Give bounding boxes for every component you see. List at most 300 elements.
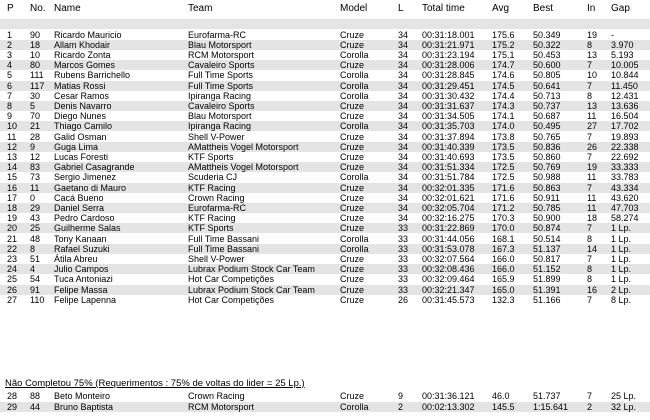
cell-model: Cruze	[340, 162, 365, 173]
cell-p: 4	[7, 60, 13, 71]
header-gap: Gap	[611, 3, 630, 14]
cell-avg: 167.3	[492, 243, 515, 254]
cell-laps: 34	[398, 80, 409, 91]
header-spacer	[0, 19, 650, 29]
cell-gap: 11.450	[611, 80, 638, 91]
cell-laps: 33	[398, 284, 409, 295]
cell-gap: 1 Lp.	[611, 253, 632, 264]
cell-total: 00:31:40.693	[422, 151, 475, 162]
table-row	[0, 213, 650, 223]
cell-name: Daniel Serra	[54, 202, 105, 213]
cell-laps: 34	[398, 213, 409, 224]
cell-team: Scuderia CJ	[188, 172, 238, 183]
cell-team: Cavaleiro Sports	[188, 100, 255, 111]
cell-p: 7	[7, 90, 13, 101]
cell-name: Gaetano di Mauro	[54, 182, 127, 193]
cell-gap: 8 Lp.	[611, 294, 632, 305]
table-row	[0, 391, 650, 401]
cell-laps: 34	[398, 172, 409, 183]
cell-model: Cruze	[340, 213, 365, 224]
cell-total: 00:32:01.621	[422, 192, 475, 203]
cell-total: 00:32:21.347	[422, 284, 475, 295]
cell-p: 3	[7, 49, 13, 60]
table-row	[0, 132, 650, 142]
cell-best: 50.600	[533, 60, 561, 71]
cell-total: 00:31:40.339	[422, 141, 475, 152]
cell-avg: 168.1	[492, 233, 515, 244]
cell-in: 7	[587, 131, 593, 142]
cell-model: Corolla	[340, 49, 369, 60]
table-row	[0, 264, 650, 274]
cell-laps: 34	[398, 202, 409, 213]
table-row	[0, 254, 650, 264]
cell-no: 117	[30, 80, 45, 91]
cell-no: 43	[30, 213, 41, 224]
cell-no: 18	[30, 39, 41, 50]
table-row	[0, 111, 650, 121]
cell-in: 7	[587, 60, 593, 71]
cell-best: 51.391	[533, 284, 561, 295]
cell-total: 00:31:23.194	[422, 49, 475, 60]
cell-total: 00:31:44.056	[422, 233, 475, 244]
cell-name: Diego Nunes	[54, 111, 107, 122]
cell-no: 54	[30, 274, 41, 285]
cell-best: 50.863	[533, 182, 561, 193]
cell-model: Cruze	[340, 284, 365, 295]
cell-best: 50.785	[533, 202, 561, 213]
cell-gap: 10.005	[611, 60, 639, 71]
cell-no: 8	[30, 243, 36, 254]
table-row	[0, 234, 650, 244]
cell-team: Hot Car Competições	[188, 274, 275, 285]
cell-model: Cruze	[340, 131, 365, 142]
cell-in: 19	[587, 29, 598, 40]
cell-best: 50.769	[533, 162, 561, 173]
cell-laps: 33	[398, 274, 409, 285]
cell-gap: 33.783	[611, 172, 639, 183]
cell-team: KTF Racing	[188, 182, 236, 193]
cell-laps: 33	[398, 253, 409, 264]
cell-best: 50.836	[533, 141, 561, 152]
cell-name: Átila Abreu	[54, 253, 98, 264]
cell-total: 00:32:09.464	[422, 274, 475, 285]
cell-laps: 34	[398, 141, 409, 152]
cell-total: 00:32:16.275	[422, 213, 475, 224]
cell-in: 7	[587, 294, 593, 305]
cell-team: Eurofarma-RC	[188, 202, 247, 213]
cell-name: Rafael Suzuki	[54, 243, 110, 254]
cell-model: Corolla	[340, 121, 369, 132]
cell-p: 5	[7, 70, 13, 81]
cell-avg: 174.4	[492, 90, 515, 101]
cell-avg: 174.5	[492, 80, 515, 91]
header-total-time: Total time	[422, 3, 465, 14]
cell-total: 00:31:29.451	[422, 80, 475, 91]
cell-no: 88	[30, 391, 41, 401]
cell-avg: 166.0	[492, 264, 515, 275]
cell-name: Beto Monteiro	[54, 391, 111, 401]
cell-avg: 175.1	[492, 49, 515, 60]
cell-total: 00:31:18.001	[422, 29, 475, 40]
cell-p: 23	[7, 253, 18, 264]
cell-laps: 34	[398, 111, 409, 122]
cell-model: Cruze	[340, 223, 365, 234]
cell-no: 73	[30, 172, 41, 183]
cell-total: 00:31:51.334	[422, 162, 475, 173]
cell-best: 50.322	[533, 39, 561, 50]
cell-name: Bruno Baptista	[54, 401, 114, 412]
cell-gap: 5.193	[611, 49, 634, 60]
cell-in: 16	[587, 284, 598, 295]
cell-total: 00:32:01.335	[422, 182, 475, 193]
cell-model: Cruze	[340, 274, 365, 285]
cell-gap: 12.431	[611, 90, 639, 101]
header-best: Best	[533, 3, 554, 14]
cell-no: 10	[30, 49, 41, 60]
cell-best: 50.765	[533, 131, 561, 142]
cell-model: Corolla	[340, 172, 369, 183]
cell-avg: 166.0	[492, 253, 515, 264]
cell-no: 28	[30, 131, 41, 142]
cell-total: 00:31:51.784	[422, 172, 475, 183]
cell-total: 00:31:28.006	[422, 60, 475, 71]
cell-gap: 58.274	[611, 213, 639, 224]
cell-p: 1	[7, 29, 13, 40]
cell-laps: 9	[398, 391, 404, 401]
cell-in: 7	[587, 223, 593, 234]
cell-best: 50.900	[533, 213, 561, 224]
cell-laps: 34	[398, 29, 409, 40]
table-row	[0, 295, 650, 305]
cell-p: 27	[7, 294, 18, 305]
table-row	[0, 30, 650, 40]
cell-in: 11	[587, 202, 597, 213]
cell-p: 22	[7, 243, 18, 254]
cell-team: Lubrax Podium Stock Car Team	[188, 284, 315, 295]
header-team: Team	[188, 3, 213, 14]
cell-avg: 174.7	[492, 60, 515, 71]
cell-team: Full Time Sports	[188, 70, 254, 81]
cell-team: Shell V-Power	[188, 131, 245, 142]
table-row	[0, 285, 650, 295]
cell-name: Cesar Ramos	[54, 90, 110, 101]
cell-no: 11	[30, 182, 40, 193]
cell-no: 30	[30, 90, 41, 101]
cell-model: Cruze	[340, 294, 365, 305]
cell-best: 51.152	[533, 264, 561, 275]
cell-p: 14	[7, 162, 18, 173]
cell-in: 10	[587, 70, 598, 81]
cell-model: Cruze	[340, 192, 365, 203]
table-row	[0, 183, 650, 193]
cell-name: Guga Lima	[54, 141, 99, 152]
cell-total: 00:31:31.637	[422, 100, 475, 111]
cell-best: 50.687	[533, 111, 561, 122]
cell-name: Felipe Lapenna	[54, 294, 117, 305]
cell-best: 50.874	[533, 223, 561, 234]
cell-model: Cruze	[340, 111, 365, 122]
cell-name: Tony Kanaan	[54, 233, 107, 244]
cell-p: 29	[7, 401, 18, 412]
cell-no: 12	[30, 151, 41, 162]
cell-no: 9	[30, 141, 36, 152]
cell-laps: 34	[398, 70, 409, 81]
cell-name: Galid Osman	[54, 131, 107, 142]
cell-best: 51.737	[533, 391, 561, 401]
cell-best: 50.453	[533, 49, 561, 60]
cell-team: Full Time Bassani	[188, 243, 260, 254]
header-name: Name	[54, 3, 81, 14]
cell-model: Cruze	[340, 60, 365, 71]
cell-name: Julio Campos	[54, 264, 109, 275]
cell-gap: 1 Lp.	[611, 243, 632, 254]
cell-no: 111	[30, 70, 44, 81]
cell-laps: 34	[398, 192, 409, 203]
cell-no: 0	[30, 192, 36, 203]
cell-name: Cacá Bueno	[54, 192, 104, 203]
cell-name: Ricardo Zonta	[54, 49, 111, 60]
cell-in: 26	[587, 141, 598, 152]
cell-gap: 32 Lp.	[611, 401, 637, 412]
cell-model: Cruze	[340, 264, 365, 275]
cell-team: Crown Racing	[188, 391, 245, 401]
cell-team: Hot Car Competições	[188, 294, 275, 305]
cell-no: 21	[30, 121, 41, 132]
cell-avg: 175.6	[492, 29, 515, 40]
cell-best: 50.805	[533, 70, 561, 81]
cell-model: Corolla	[340, 70, 369, 81]
cell-no: 25	[30, 223, 41, 234]
header-position: P	[7, 3, 14, 14]
cell-avg: 174.3	[492, 100, 515, 111]
cell-best: 50.641	[533, 80, 561, 91]
cell-team: Ipiranga Racing	[188, 90, 252, 101]
cell-model: Cruze	[340, 151, 365, 162]
cell-p: 21	[7, 233, 18, 244]
cell-avg: 175.2	[492, 39, 515, 50]
cell-team: Eurofarma-RC	[188, 29, 247, 40]
cell-in: 13	[587, 49, 598, 60]
cell-total: 00:31:37.894	[422, 131, 475, 142]
cell-team: AMattheis Vogel Motorsport	[188, 141, 299, 152]
cell-total: 00:32:07.564	[422, 253, 475, 264]
cell-team: Cavaleiro Sports	[188, 60, 255, 71]
table-row	[0, 162, 650, 172]
cell-laps: 34	[398, 49, 409, 60]
cell-gap: 1 Lp.	[611, 264, 632, 275]
cell-no: 91	[30, 284, 41, 295]
cell-no: 110	[30, 294, 45, 305]
cell-model: Corolla	[340, 243, 369, 254]
cell-p: 6	[7, 80, 13, 91]
cell-total: 00:31:21.971	[422, 39, 475, 50]
cell-in: 7	[587, 80, 593, 91]
cell-p: 28	[7, 391, 18, 401]
cell-team: Lubrax Podium Stock Car Team	[188, 264, 315, 275]
cell-laps: 34	[398, 182, 409, 193]
cell-no: 83	[30, 162, 41, 173]
cell-name: Marcos Gomes	[54, 60, 116, 71]
cell-laps: 34	[398, 151, 409, 162]
cell-no: 48	[30, 233, 41, 244]
cell-model: Corolla	[340, 401, 369, 412]
header-laps: L	[398, 3, 404, 14]
cell-avg: 173.8	[492, 131, 515, 142]
cell-best: 50.514	[533, 233, 561, 244]
cell-total: 00:02:13.302	[422, 401, 475, 412]
cell-no: 44	[30, 401, 41, 412]
cell-best: 51.166	[533, 294, 561, 305]
cell-gap: 22.338	[611, 141, 639, 152]
cell-avg: 174.0	[492, 121, 515, 132]
cell-team: Blau Motorsport	[188, 39, 252, 50]
table-row	[0, 274, 650, 284]
cell-gap: 3.970	[611, 39, 634, 50]
cell-p: 16	[7, 182, 18, 193]
cell-best: 50.737	[533, 100, 561, 111]
cell-gap: 19.893	[611, 131, 639, 142]
cell-name: Gabriel Casagrande	[54, 162, 135, 173]
cell-gap: 10.844	[611, 70, 639, 81]
cell-team: KTF Sports	[188, 223, 234, 234]
cell-laps: 33	[398, 264, 409, 275]
cell-avg: 172.5	[492, 172, 515, 183]
cell-avg: 171.6	[492, 182, 515, 193]
table-row	[0, 193, 650, 203]
cell-team: RCM Motorsport	[188, 49, 255, 60]
table-row	[0, 40, 650, 50]
header-number: No.	[30, 3, 46, 14]
cell-in: 2	[587, 401, 593, 412]
cell-name: Matias Rossi	[54, 80, 106, 91]
cell-gap: 33.333	[611, 162, 639, 173]
not-completed-note: Não Completou 75% (Requerimentos : 75% de voltas do lider = 25 Lp.)	[5, 378, 305, 389]
cell-gap: 13.636	[611, 100, 639, 111]
cell-p: 12	[7, 141, 18, 152]
table-row	[0, 121, 650, 131]
cell-best: 1:15.641	[533, 401, 569, 412]
cell-gap: 43.334	[611, 182, 639, 193]
cell-team: AMattheis Vogel Motorsport	[188, 162, 299, 173]
cell-no: 5	[30, 100, 36, 111]
header-in: In	[587, 3, 596, 14]
cell-p: 19	[7, 213, 18, 224]
cell-total: 00:31:30.432	[422, 90, 475, 101]
cell-avg: 172.5	[492, 162, 515, 173]
table-row	[0, 50, 650, 60]
cell-in: 7	[587, 391, 593, 401]
cell-best: 50.713	[533, 90, 561, 101]
cell-laps: 33	[398, 223, 409, 234]
table-row	[0, 172, 650, 182]
cell-gap: 16.504	[611, 111, 639, 122]
cell-gap: 1 Lp.	[611, 233, 632, 244]
cell-gap: 43.620	[611, 192, 639, 203]
cell-total: 00:32:05.704	[422, 202, 475, 213]
cell-laps: 34	[398, 100, 409, 111]
cell-in: 13	[587, 100, 598, 111]
cell-laps: 34	[398, 39, 409, 50]
cell-laps: 34	[398, 60, 409, 71]
table-row	[0, 223, 650, 233]
cell-p: 17	[7, 192, 18, 203]
cell-best: 50.349	[533, 29, 561, 40]
cell-gap: 2 Lp.	[611, 284, 632, 295]
cell-best: 50.860	[533, 151, 561, 162]
cell-avg: 165.9	[492, 274, 515, 285]
cell-avg: 173.5	[492, 151, 515, 162]
cell-in: 27	[587, 121, 598, 132]
table-row	[0, 91, 650, 101]
header-model: Model	[340, 3, 368, 14]
cell-in: 7	[587, 151, 593, 162]
table-row	[0, 244, 650, 254]
cell-name: Sergio Jimenez	[54, 172, 117, 183]
cell-name: Ricardo Mauricio	[54, 29, 122, 40]
header-avg: Avg	[492, 3, 510, 14]
table-header	[0, 2, 650, 16]
cell-p: 25	[7, 274, 18, 285]
cell-avg: 46.0	[492, 391, 510, 401]
cell-gap: 25 Lp.	[611, 391, 637, 401]
cell-avg: 174.1	[492, 111, 515, 122]
cell-no: 29	[30, 202, 41, 213]
cell-team: Blau Motorsport	[188, 111, 252, 122]
cell-in: 11	[587, 192, 597, 203]
cell-in: 11	[587, 172, 597, 183]
cell-team: Crown Racing	[188, 192, 245, 203]
cell-model: Cruze	[340, 39, 365, 50]
table-row	[0, 402, 650, 412]
cell-in: 8	[587, 233, 593, 244]
cell-no: 90	[30, 29, 41, 40]
cell-in: 18	[587, 213, 598, 224]
cell-in: 8	[587, 39, 593, 50]
table-row	[0, 101, 650, 111]
cell-total: 00:31:22.869	[422, 223, 475, 234]
cell-team: Shell V-Power	[188, 253, 245, 264]
cell-team: Full Time Sports	[188, 80, 254, 91]
cell-gap: -	[611, 29, 614, 40]
table-row	[0, 70, 650, 80]
cell-best: 50.495	[533, 121, 561, 132]
cell-in: 8	[587, 274, 593, 285]
cell-avg: 171.2	[492, 202, 515, 213]
cell-best: 50.988	[533, 172, 561, 183]
cell-model: Cruze	[340, 141, 365, 152]
cell-model: Cruze	[340, 391, 365, 401]
cell-total: 00:31:34.505	[422, 111, 475, 122]
cell-total: 00:31:53.078	[422, 243, 475, 254]
cell-model: Cruze	[340, 253, 365, 264]
cell-p: 8	[7, 100, 13, 111]
cell-p: 26	[7, 284, 18, 295]
cell-in: 8	[587, 90, 593, 101]
cell-laps: 33	[398, 243, 409, 254]
cell-p: 10	[7, 121, 18, 132]
cell-avg: 171.6	[492, 192, 515, 203]
cell-laps: 34	[398, 162, 409, 173]
cell-p: 20	[7, 223, 18, 234]
cell-total: 00:31:28.845	[422, 70, 475, 81]
cell-gap: 47.703	[611, 202, 639, 213]
table-row	[0, 60, 650, 70]
cell-p: 2	[7, 39, 13, 50]
cell-model: Cruze	[340, 202, 365, 213]
cell-team: RCM Motorsport	[188, 401, 255, 412]
cell-no: 80	[30, 60, 41, 71]
cell-gap: 17.702	[611, 121, 639, 132]
